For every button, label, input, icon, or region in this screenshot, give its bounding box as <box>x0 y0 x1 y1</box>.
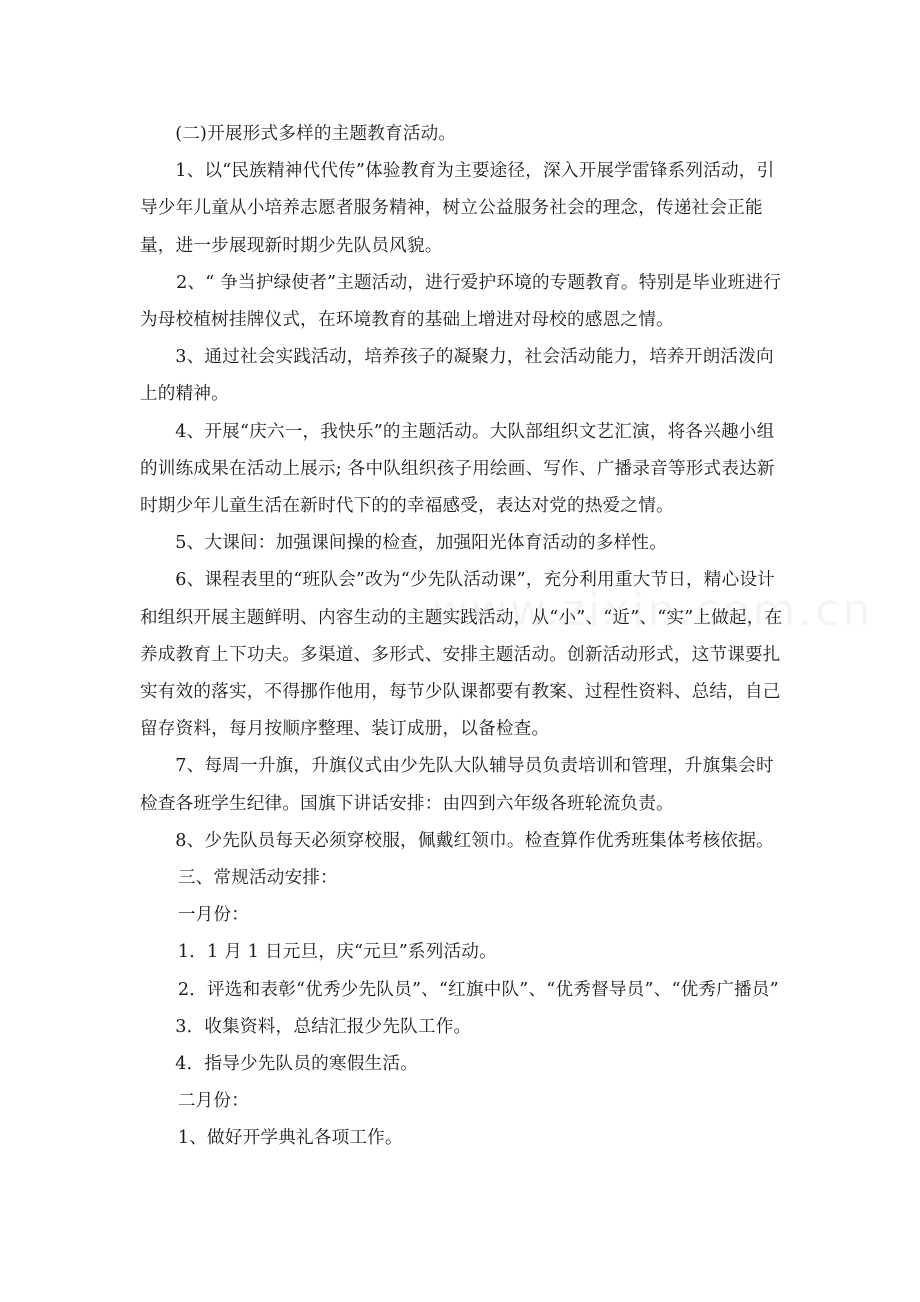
january-item-3: 3．收集资料，总结汇报少先队工作。 <box>175 1016 472 1037</box>
section-heading-routine-schedule: 三、常规活动安排： <box>177 868 338 889</box>
paragraph-item-4: 4、开展“庆六一，我快乐”的主题活动。大队部组织文艺汇演，将各兴趣小组的训练成果在活动上展示; 各中队组织孩子用绘画、写作、广播录音等形式表达新时期少年儿童生活在新时代下的的幸福感受，表达对党的热爱之情。 <box>140 421 775 517</box>
paragraph-item-5: 5、大课间：加强课间操的检查，加强阳光体育活动的多样性。 <box>175 533 668 554</box>
month-heading-february: 二月份： <box>177 1091 250 1112</box>
paragraph-item-7: 7、每周一升旗，升旗仪式由少先队大队辅导员负责培训和管理，升旗集会时检查各班学生纪律。国旗下讲话安排：由四到六年级各班轮流负责。 <box>140 756 774 814</box>
january-item-1: 1．1 月 1 日元旦，庆“元旦”系列活动。 <box>177 942 497 963</box>
paragraph-item-2: 2、“ 争当护绿使者”主题活动，进行爱护环境的专题教育。特别是毕业班进行为母校植树挂牌仪式，在环境教育的基础上增进对母校的感恩之情。 <box>140 272 782 331</box>
paragraph-item-1: 1、以“民族精神代代传”体验教育为主要途径，深入开展学雷锋系列活动，引导少年儿童从小培养志愿者服务精神，树立公益服务社会的理念，传递社会正能量，进一步展现新时期少先队员风貌。 <box>140 161 775 256</box>
january-item-4: 4．指导少先队员的寒假生活。 <box>175 1054 418 1075</box>
february-item-1: 1、做好开学典礼各项工作。 <box>177 1128 403 1149</box>
month-heading-january: 一月份： <box>177 905 250 926</box>
january-item-2: 2．评选和表彰“优秀少先队员”、“红旗中队”、“优秀督导员”、“优秀广播员” <box>177 979 779 1000</box>
paragraph-item-6: 6、课程表里的“班队会”改为“少先队活动课”，充分利用重大节日，精心设计和组织开展主题鲜明、内容生动的主题实践活动，从“小”、“近”、“实”上做起，在养成教育上下功夫。多渠道、多形式、安排主题活动。创新活动形式，这节课要扎实有效的落实，不得挪作他用，每节少队课都要有教案、过程性资料、总结，自己留存资料，每月按顺序整理、装订成册，以备检查。 <box>140 570 783 740</box>
section-heading-themed-activities: (二)开展形式多样的主题教育活动。 <box>175 124 457 144</box>
document-body <box>140 116 785 1158</box>
paragraph-item-3: 3、通过社会实践活动，培养孩子的凝聚力，社会活动能力，培养开朗活泼向上的精神。 <box>140 347 774 405</box>
paragraph-item-8: 8、少先队员每天必须穿校服，佩戴红领巾。检查算作优秀班集体考核依据。 <box>175 830 774 851</box>
